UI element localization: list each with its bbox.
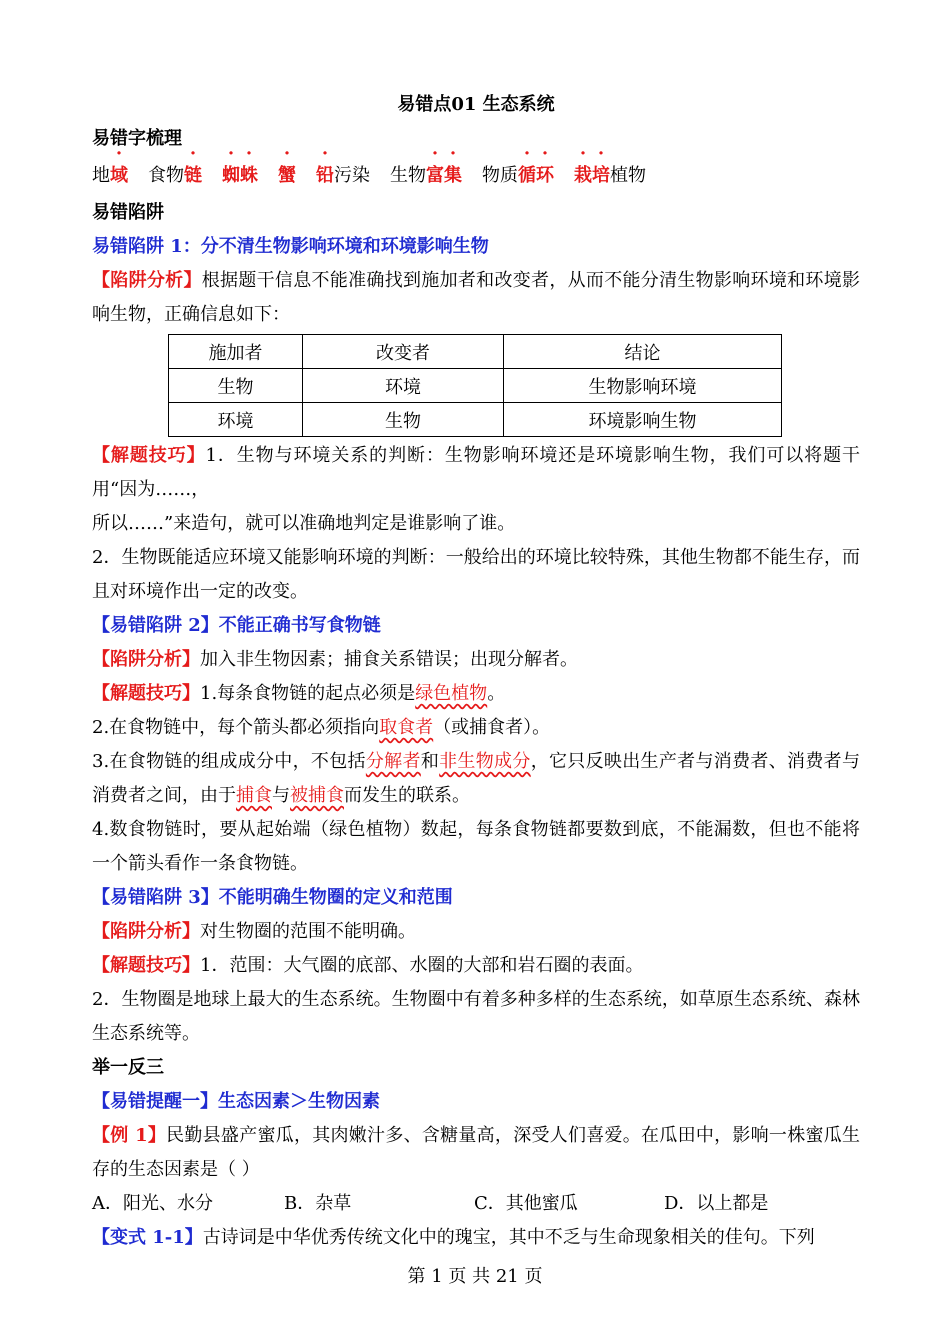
word-plain: 植物	[610, 165, 646, 186]
table-cell: 生物影响环境	[504, 369, 782, 403]
word-plain: 物质	[482, 165, 518, 186]
emphasis-char: 循	[518, 165, 536, 186]
tip-text: （或捕食者）。	[433, 717, 551, 738]
word-highlight	[184, 165, 202, 186]
tip-text: ，它只反映出生产者与消费者、消费者与消费者之间，由于	[92, 751, 860, 806]
word-highlight	[316, 165, 334, 186]
keyword: 非生物成分	[439, 751, 531, 772]
table-cell: 环境	[169, 403, 303, 437]
word-item	[574, 156, 646, 196]
emphasis-char: 培	[592, 165, 610, 186]
emphasis-char: 栽	[574, 165, 592, 186]
tip-text: 1．生物与环境关系的判断：生物影响环境还是环境影响生物，我们可以将题干用“因为……，	[92, 445, 860, 500]
word-item	[390, 156, 462, 196]
analysis-text: 根据题干信息不能准确找到施加者和改变者，从而不能分清生物影响环境和环境影响生物，正确信息如下：	[92, 270, 861, 325]
example1-question	[92, 1119, 860, 1187]
word-item	[278, 156, 296, 196]
emphasis-char: 蜘	[222, 165, 240, 186]
section-heading-words: 易错字梳理	[92, 128, 182, 149]
table-header-row	[169, 335, 782, 369]
word-item	[482, 156, 554, 196]
trap3-tip2: 2．生物圈是地球上最大的生态系统。生物圈中有着多种多样的生态系统，如草原生态系统、森林生态系统等。	[92, 989, 860, 1044]
word-item	[148, 156, 202, 196]
trap1-tip2: 2．生物既能适应环境又能影响环境的判断：一般给出的环境比较特殊，其他生物都不能生存，而且对环境作出一定的改变。	[92, 547, 860, 602]
trap1-heading: 易错陷阱 1：分不清生物影响环境和环境影响生物	[92, 236, 489, 257]
trap1-tip1	[92, 439, 860, 507]
word-plain: 污染	[334, 165, 370, 186]
analysis-tag: 【陷阱分析】	[92, 270, 202, 291]
choice-b: B．杂草	[284, 1193, 352, 1214]
trap3-heading: 【易错陷阱 3】不能明确生物圈的定义和范围	[92, 887, 453, 908]
keyword: 捕食	[236, 785, 272, 806]
emphasis-char: 富	[426, 165, 444, 186]
reminder-heading: 【易错提醒一】生态因素＞生物因素	[92, 1091, 380, 1112]
choice-a: A．阳光、水分	[92, 1193, 213, 1214]
example-text: 民勤县盛产蜜瓜，其肉嫩汁多、含糖量高，深受人们喜爱。在瓜田中，影响一株蜜瓜生存的生态因素是（ ）	[92, 1125, 860, 1180]
table-cell: 生物	[303, 403, 504, 437]
analysis-text: 加入非生物因素；捕食关系错误；出现分解者。	[200, 649, 578, 670]
tip-text: 1．范围：大气圈的底部、水圈的大部和岩石圈的表面。	[200, 955, 644, 976]
table-cell: 环境	[303, 369, 504, 403]
emphasis-char: 集	[444, 165, 462, 186]
word-highlight	[222, 165, 258, 186]
example-tag: 【例 1】	[92, 1125, 167, 1146]
word-plain: 地	[92, 165, 110, 186]
relation-table	[168, 334, 782, 437]
keyword: 被捕食	[290, 785, 344, 806]
emphasis-char: 铅	[316, 165, 334, 186]
analysis-tag: 【陷阱分析】	[92, 921, 200, 942]
document-page	[92, 88, 860, 1255]
emphasis-char: 蟹	[278, 165, 296, 186]
trap2-tip4: 4.数食物链时，要从起始端（绿色植物）数起，每条食物链都要数到底，不能漏数，但也不能将一个箭头看作一条食物链。	[92, 819, 860, 874]
section-heading-traps: 易错陷阱	[92, 202, 164, 223]
tip-text: 2.在食物链中，每个箭头都必须指向	[92, 717, 380, 738]
trap2-tip2	[92, 711, 860, 745]
choice-c: C．其他蜜瓜	[474, 1193, 578, 1214]
error-prone-words	[92, 156, 860, 196]
tip-tag: 【解题技巧】	[92, 445, 206, 466]
table-cell: 环境影响生物	[504, 403, 782, 437]
word-highlight	[574, 165, 610, 186]
variant-text: 古诗词是中华优秀传统文化中的瑰宝，其中不乏与生命现象相关的佳句。下列	[202, 1227, 815, 1248]
tip-text: 与	[272, 785, 290, 806]
word-item	[92, 156, 128, 196]
trap2-tip1	[92, 677, 860, 711]
page-footer: 第 1 页 共 21 页	[407, 1266, 543, 1287]
trap1-analysis	[92, 264, 860, 332]
table-header: 改变者	[303, 335, 504, 369]
trap1-tip1-cont: 所以……”来造句，就可以准确地判定是谁影响了谁。	[92, 513, 516, 534]
emphasis-char: 链	[184, 165, 202, 186]
trap2-analysis	[92, 643, 860, 677]
table-header: 施加者	[169, 335, 303, 369]
keyword: 取食者	[379, 717, 434, 738]
tip-tag: 【解题技巧】	[92, 683, 200, 704]
trap2-tip3	[92, 745, 860, 813]
emphasis-char: 环	[536, 165, 554, 186]
word-highlight	[110, 165, 128, 186]
page-title: 易错点01 生态系统	[397, 94, 555, 115]
word-item	[316, 156, 370, 196]
section-heading-examples: 举一反三	[92, 1057, 164, 1078]
example1-choices	[92, 1187, 860, 1221]
tip-text: 3.在食物链的组成成分中，不包括	[92, 751, 366, 772]
keyword: 分解者	[365, 751, 421, 772]
tip-text: 1.每条食物链的起点必须是	[200, 683, 416, 704]
trap3-tip1	[92, 949, 860, 983]
tip-text: 和	[420, 751, 440, 772]
table-row	[169, 403, 782, 437]
tip-text: 而发生的联系。	[344, 785, 470, 806]
emphasis-char: 蛛	[240, 165, 258, 186]
table-header: 结论	[504, 335, 782, 369]
word-highlight	[278, 165, 296, 186]
analysis-text: 对生物圈的范围不能明确。	[200, 921, 416, 942]
word-plain: 食物	[148, 165, 184, 186]
keyword: 绿色植物	[415, 683, 488, 704]
word-highlight	[518, 165, 554, 186]
choice-d: D．以上都是	[664, 1193, 769, 1214]
trap2-heading: 【易错陷阱 2】不能正确书写食物链	[92, 615, 381, 636]
variant-tag: 【变式 1-1】	[92, 1227, 203, 1248]
emphasis-char: 域	[110, 165, 128, 186]
tip-tag: 【解题技巧】	[92, 955, 200, 976]
word-highlight	[426, 165, 462, 186]
table-row	[169, 369, 782, 403]
word-plain: 生物	[390, 165, 426, 186]
analysis-tag: 【陷阱分析】	[92, 649, 200, 670]
table-cell: 生物	[169, 369, 303, 403]
tip-text: 。	[487, 683, 506, 704]
variant-question	[92, 1221, 860, 1255]
word-item	[222, 156, 258, 196]
trap3-analysis	[92, 915, 860, 949]
